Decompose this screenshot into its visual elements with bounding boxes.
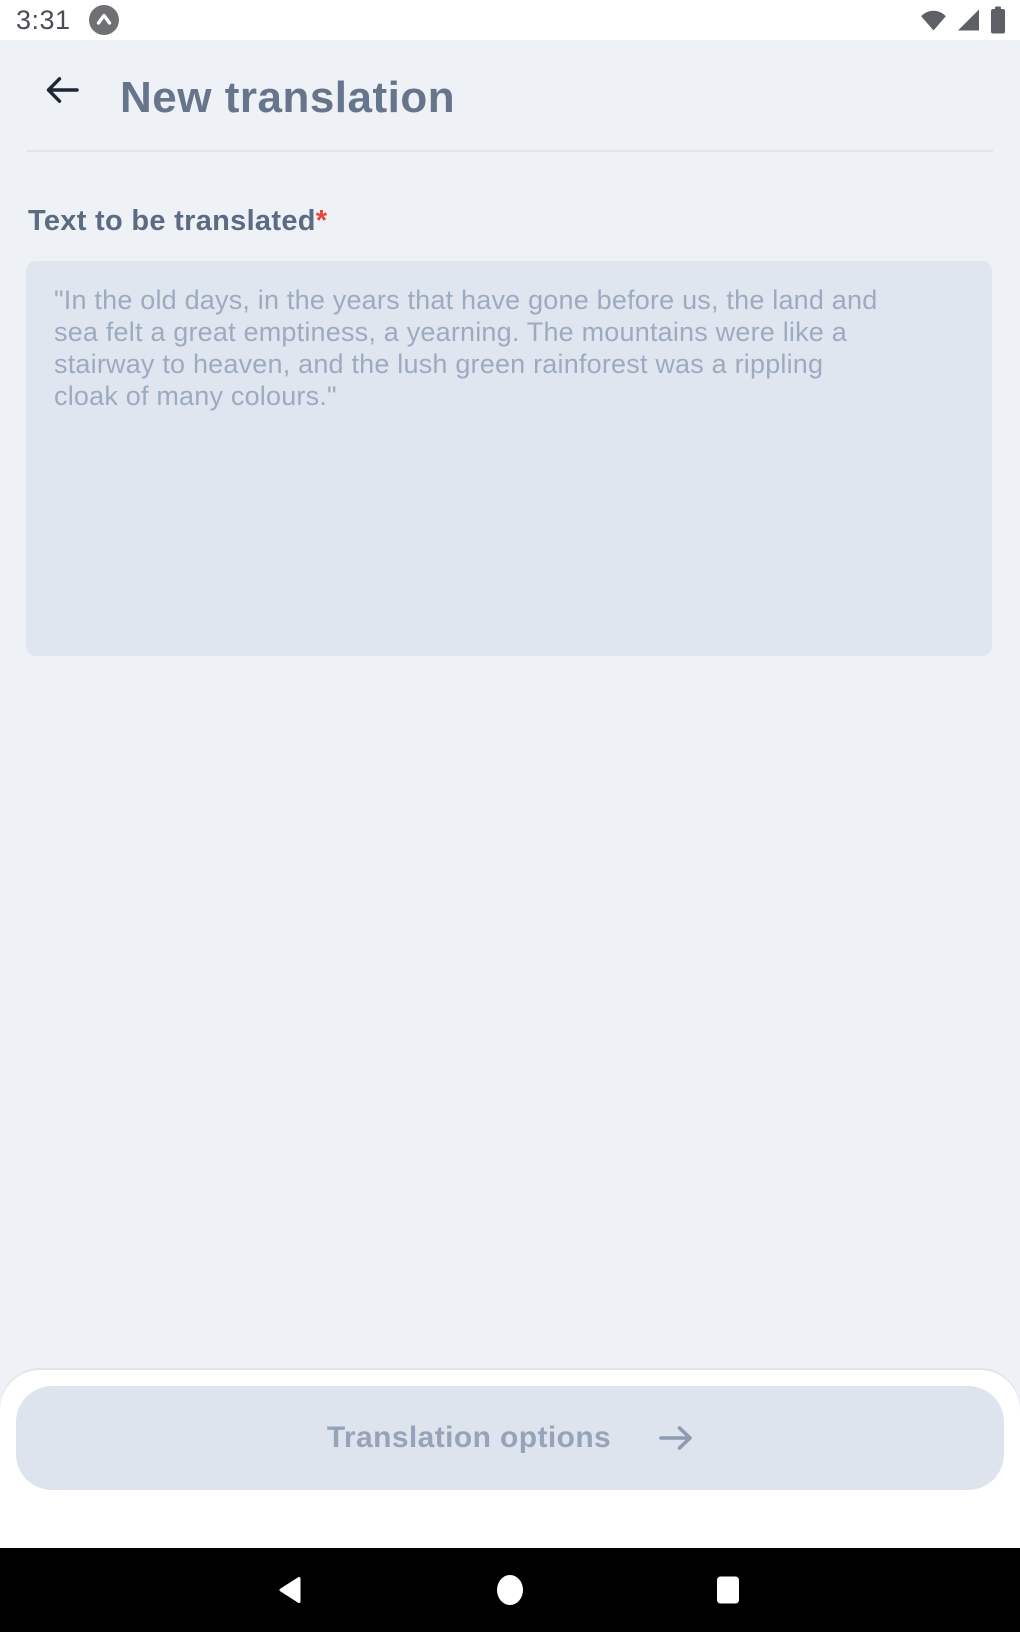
cellular-signal-icon xyxy=(956,8,981,32)
translation-options-label: Translation options xyxy=(326,1421,612,1454)
android-home-button[interactable] xyxy=(470,1548,550,1632)
nav-back-icon xyxy=(277,1575,303,1605)
android-nav-bar xyxy=(0,1548,1020,1632)
page-header xyxy=(0,40,1020,151)
wifi-icon xyxy=(920,8,947,32)
text-to-translate-input[interactable] xyxy=(26,261,992,656)
battery-icon xyxy=(990,6,1006,34)
clock: 3:31 xyxy=(16,4,71,35)
header-divider xyxy=(27,150,993,152)
nav-recents-icon xyxy=(715,1575,741,1605)
nav-home-icon xyxy=(494,1574,526,1606)
field-label-text: Text to be translated xyxy=(28,205,316,237)
text-to-translate-label xyxy=(28,205,327,238)
translation-options-button[interactable] xyxy=(16,1386,1004,1490)
android-back-button[interactable] xyxy=(250,1548,330,1632)
arrow-right-icon xyxy=(659,1425,693,1451)
back-button[interactable] xyxy=(40,68,84,112)
page-title: New translation xyxy=(120,72,456,122)
status-bar-right-icons xyxy=(920,6,1006,34)
bottom-action-sheet xyxy=(0,1370,1020,1548)
android-recents-button[interactable] xyxy=(688,1548,768,1632)
status-bar xyxy=(0,0,1020,40)
required-asterisk: * xyxy=(315,205,328,237)
arrow-left-icon xyxy=(44,75,80,105)
app-notification-icon xyxy=(89,5,119,35)
